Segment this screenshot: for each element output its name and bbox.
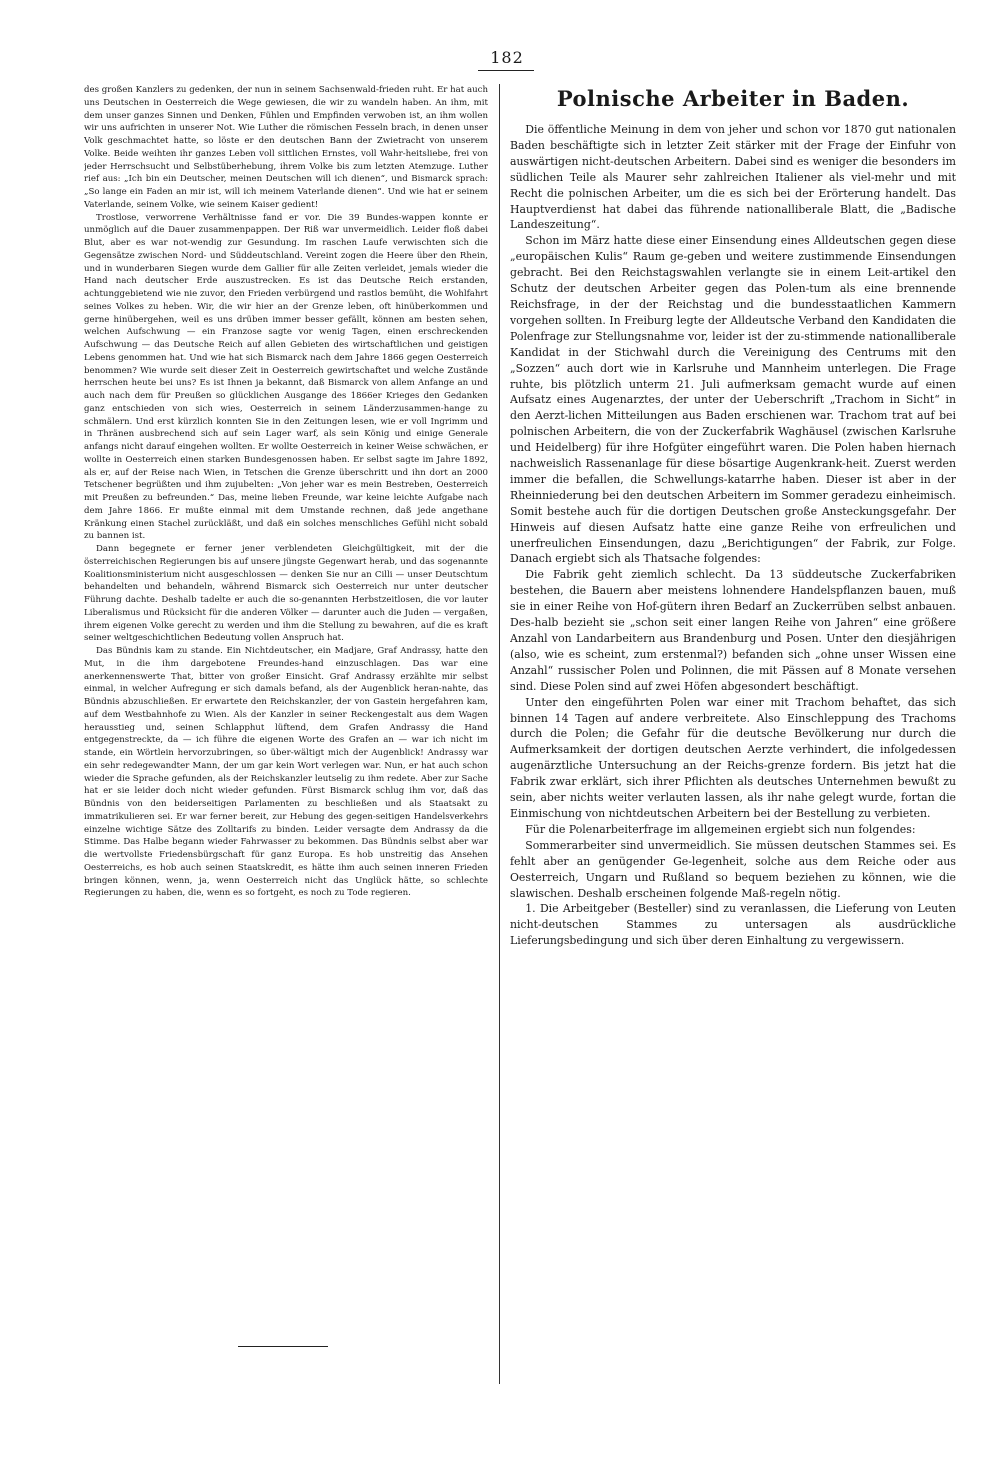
page-number: 182	[490, 48, 524, 67]
left-column	[84, 84, 488, 1344]
right-paragraph-5: Für die Polenarbeiterfrage im allgemeinen ergiebt sich nun folgendes:	[525, 822, 916, 836]
left-paragraph-3: Dann begegnete er ferner jener verblendeten Gleichgültigkeit, mit der die österreichischen Regierungen bis auf unsere jüngste Gegenwart herab, und das sogenannte Koalitionsministerium nicht ausgeschlossen — denken Sie nur an Cilli — unser Deutschtum behandelten und behandeln, während Bismarck sich Oesterreich nur unter deutscher Führung dachte. Deshalb tadelte er auch die so-genannten Herbstzeitlosen, die vor lauter Liberalismus und Rücksicht für die anderen Völker — darunter auch die Juden — vergaßen, ihrem eigenen Volke gerecht zu werden und ihm die Stellung zu bewahren, auf die es kraft seiner weltgeschichtlichen Bedeutung vollen Anspruch hat.	[84, 544, 488, 644]
right-paragraph-6: Sommerarbeiter sind unvermeidlich. Sie müssen deutschen Stammes sei. Es fehlt aber an genügender Ge-legenheit, solche aus dem Reiche oder aus Oesterreich, Ungarn und Rußland so bequem beziehen zu können, wie die slawischen. Deshalb erscheinen folgende Maß-regeln nötig.	[510, 838, 956, 900]
right-paragraph-2: Schon im März hatte diese einer Einsendung eines Alldeutschen gegen diese „europäischen Kulis“ Raum ge-geben und weitere zustimmende Einsendungen gebracht. Bei den Reichstagswahlen verlangte sie in einem Leit-artikel den Schutz der deutschen Arbeiter gegen das Polen-tum als eine brennende Reichsfrage, in der der Reichstag und die bundesstaatlichen Kammern vorgehen sollten. In Freiburg legte der Alldeutsche Verband den Kandidaten die Polenfrage zur Stellungsnahme vor, leider ist der zu-stimmende nationalliberale Kandidat in der Stichwahl durch die Vereinigung des Centrums mit den „Sozzen“ auch dort wie in Karlsruhe und Mannheim unterlegen. Die Frage ruhte, bis plötzlich unterm 21. Juli aufmerksam gemacht wurde auf einen Aufsatz eines Augenarztes, der unter der Ueberschrift „Trachom in Sicht“ in den Aerzt-lichen Mitteilungen aus Baden erschienen war. Trachom trat auf bei polnischen Arbeitern, die von der Zuckerfabrik Waghäusel (zwischen Karlsruhe und Heidelberg) für ihre Hofgüter eingeführt waren. Die Polen haben hiernach nachweislich Rassenanlage für diese bösartige Augenkrank-heit. Zuerst werden immer die befallen, die Schwellungs-katarrhe haben. Dieser ist aber in der Rheinniederung bei den deutschen Arbeitern im Sommer geradezu einheimisch. Somit bestehe auch für die dortigen Deutschen große Ansteckungsgefahr. Der Hinweis auf diesen Aufsatz hatte eine ganze Reihe von erfreulichen und unerfreulichen Einsendungen, dazu „Berichtigungen“ der Fabrik, zur Folge. Danach ergiebt sich als Thatsache folgendes:	[510, 234, 956, 566]
article-title: Polnische Arbeiter in Baden.	[556, 86, 910, 111]
left-paragraph-2: Trostlose, verworrene Verhältnisse fand er vor. Die 39 Bundes-wappen konnte er unmöglich auf die Dauer zusammenpappen. Der Riß war unvermeidlich. Leider floß dabei Blut, aber es war not-wendig zur Gesundung. Im raschen Laufe verwischten sich die Gegensätze zwischen Nord- und Süddeutschland. Vereint zogen die Heere über den Rhein, und in wunderbaren Siegen wurde dem Gallier für alle Zeiten verleidet, jemals wieder die Hand nach deutscher Erde auszustrecken. Es ist das Deutsche Reich erstanden, achtunggebietend wie nie zuvor, den Frieden verbürgend und rastlos bemüht, die Wohlfahrt seines Volkes zu heben. Wir, die wir hier an der Grenze leben, oft hinüberkommen und gerne hinübergehen, weil es uns drüben immer besser gefällt, können am besten sehen, welchen Aufschwung — ein Franzose sagte vor wenig Tagen, einen erschreckenden Aufschwung — das Deutsche Reich auf allen Gebieten des wirtschaftlichen und geistigen Lebens genommen hat. Und wie hat sich Bismarck nach dem Jahre 1866 gegen Oesterreich benommen? Wie wurde seit dieser Zeit in Oesterreich gewirtschaftet und welche Zustände herrschen heute bei uns? Es ist Ihnen ja bekannt, daß Bismarck von allem Anfange an und auch nach dem für Preußen so glücklichen Ausgange des 1866er Krieges den Gedanken ganz entschieden von sich wies, Oesterreich in seinem Länderzusammen-hange zu schmälern. Und erst kürzlich konnten Sie in den Zeitungen lesen, wie er voll Ingrimm und in Thränen ausbrechend sich auf sein Lager warf, als sein König und einige Generale anfangs nicht darauf eingehen wollten. Er wollte Oesterreich in keiner Weise schwächen, er wollte in Oesterreich einen starken Bundesgenossen haben. Er selbst sagte im Jahre 1892, als er, auf der Reise nach Wien, in Tetschen die Grenze überschritt und ihn dort an 2000 Tetschener begrüßten und ihm zujubelten: „Von jeher war es mein Bestreben, Oesterreich mit Preußen zu befreunden.“ Das, meine lieben Freunde, war keine leichte Aufgabe nach dem Jahre 1866. Er mußte einmal mit dem Umstande rechnen, daß jede angethane Kränkung einen Stachel zurückläßt, und daß ein solches menschliches Gefühl nicht sobald zu bannen ist.	[84, 212, 488, 542]
page-number-rule	[478, 70, 534, 71]
left-paragraph-4: Das Bündnis kam zu stande. Ein Nichtdeutscher, ein Madjare, Graf Andrassy, hatte den Mut, in die ihm dargebotene Freundes-hand einzuschlagen. Das war eine anerkennenswerte That, bitter von großer Einsicht. Graf Andrassy erzählte mir selbst einmal, in welcher Aufregung er sich damals befand, als der Augenblick heran-nahte, das Bündnis abzuschließen. Er erwartete den Reichskanzler, der von Gastein hergefahren kam, auf dem Westbahnhofe zu Wien. Als der Kanzler in seiner Reckengestalt aus dem Wagen herausstieg und, seinen Schlapphut lüftend, dem Grafen Andrassy die Hand entgegenstreckte, da — ich führe die eigenen Worte des Grafen an — war ich nicht im stande, ein Wörtlein hervorzubringen, so über-wältigt mich der Augenblick! Andrassy war ein sehr redegewandter Mann, der um gar kein Wort verlegen war. Nun, er hat auch schon wieder die Sprache gefunden, als der Reichskanzler leutselig zu ihm redete. Aber zur Sache hat er sie leider doch nicht wieder gefunden. Fürst Bismarck schlug ihm vor, daß das Bündnis von den beiderseitigen Parlamenten zu beschließen und als Staatsakt zu immatrikulieren sei. Er war ferner bereit, zur Hebung des gegen-seitigen Handelsverkehrs einzelne wichtige Sätze des Zolltarifs zu binden. Leider versagte dem Andrassy da die Stimme. Das Halbe begann wieder Fahrwasser zu bekommen. Das Bündnis selbst aber war die wertvollste Friedensbürgschaft für ganz Europa. Es hob unstreitig das Ansehen Oesterreichs, es hob auch seinen Staatskredit, es hätte ihm auch seinen inneren Frieden bringen können, wenn, ja, wenn Oesterreich nicht das Unglück hätte, so schlechte Regierungen zu haben, die, wenn es so fortgeht, es noch zu Tode regieren.	[84, 646, 488, 899]
column-divider	[499, 84, 500, 1384]
left-paragraph-1: des großen Kanzlers zu gedenken, der nun in seinem Sachsenwald-frieden ruht. Er hat auch uns Deutschen in Oesterreich die Wege gewiesen, die wir zu wandeln haben. An ihm, mit dem unser ganzes Sinnen und Denken, Fühlen und Empfinden verwoben ist, an ihm wollen wir uns aufrichten in unserer Not. Wie Luther die römischen Fesseln brach, in denen unser Volk geschmachtet hatte, so löste er den deutschen Bann der Zwietracht von unserem Volke. Beide weihten ihr ganzes Leben voll sittlichen Ernstes, voll Wahr-heitsliebe, frei von jeder Herrschsucht und Selbstüberhebung, ihrem Volke bis zum letzten Atemzuge. Luther rief aus: „Ich bin ein Deutscher, meinen Deutschen will ich dienen“, und Bismarck sprach: „So lange ein Faden an mir ist, will ich meinem Vaterlande dienen“. Und wie hat er seinem Vaterlande, seinem Volke, wie seinem Kaiser gedient!	[84, 85, 488, 210]
right-column	[510, 84, 956, 1404]
right-paragraph-7: 1. Die Arbeitgeber (Besteller) sind zu veranlassen, die Lieferung von Leuten nicht-deutschen Stammes zu untersagen als ausdrückliche Lieferungsbedingung und sich über deren Einhaltung zu vergewissern.	[510, 902, 956, 948]
end-of-article-rule	[238, 1346, 328, 1347]
right-paragraph-4: Unter den eingeführten Polen war einer mit Trachom behaftet, das sich binnen 14 Tagen auf andere verbreitete. Also Einschleppung des Trachoms durch die Polen; die Gefahr für die deutsche Bevölkerung nur durch die Aufmerksamkeit der dortigen deutschen Aerzte verhindert, die infolgedessen augenärztliche Untersuchung an der Reichs-grenze fordern. Bis jetzt hat die Fabrik zwar erklärt, sich ihrer Pflichten als deutsches Unternehmen bewußt zu sein, aber nichts weiter verlauten lassen, als ihr nahe gelegt wurde, fortan die Einmischung von nichtdeutschen Arbeitern bei der Bestellung zu verbieten.	[510, 695, 956, 820]
right-paragraph-1: Die öffentliche Meinung in dem von jeher und schon vor 1870 gut nationalen Baden beschäftigte sich in letzter Zeit stärker mit der Frage der Einfuhr von auswärtigen nicht-deutschen Arbeitern. Dabei sind es weniger die besonders im südlichen Teile als Maurer sehr zahlreichen Italiener als viel-mehr und mit Recht die polnischen Arbeiter, um die es sich bei der Erörterung handelt. Das Hauptverdienst hat dabei das führende nationalliberale Blatt, die „Badische Landeszeitung“.	[510, 123, 956, 232]
right-paragraph-3: Die Fabrik geht ziemlich schlecht. Da 13 süddeutsche Zuckerfabriken bestehen, die Bauern aber meistens lohnendere Handelspflanzen bauen, muß sie in einer Reihe von Hof-gütern ihren Bedarf an Zuckerrüben selbst anbauen. Des-halb bezieht sie „schon seit einer langen Reihe von Jahren“ eine größere Anzahl von Landarbeitern aus Brandenburg und Posen. Unter den diesjährigen (also, wie es scheint, zum erstenmal?) befanden sich „ohne unser Wissen eine Anzahl“ russischer Polen und Polinnen, die mit Pässen auf 8 Monate versehen sind. Diese Polen sind auf zwei Höfen abgesondert beschäftigt.	[510, 568, 956, 693]
